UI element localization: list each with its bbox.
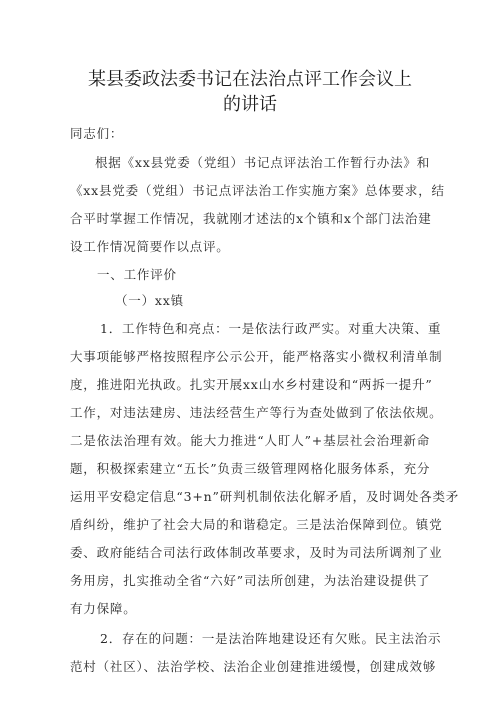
document-title-line-2: 的讲话 — [223, 94, 277, 115]
paragraph-line: 委、政府能结合司法行政体制改革要求，及时为司法所调剂了业 — [70, 545, 443, 560]
paragraph-line: 范村（社区）、法治学校、法治企业创建推进缓慢，创建成效够 — [70, 659, 437, 674]
salutation: 同志们： — [70, 126, 124, 141]
paragraph-line: 题，积极探索建立“五长”负责三级管理网格化服务体系，充分 — [70, 461, 431, 476]
paragraph-line: 1．工作特色和亮点：一是依法行政严实。对重大决策、重 — [100, 321, 442, 336]
intro-line: 合平时掌握工作情况，我就刚才述法的x个镇和x个部门法治建 — [70, 211, 432, 226]
paragraph-line: 2．存在的问题：一是法治阵地建设还有欠账。民主法治示 — [100, 631, 442, 646]
paragraph-line: 务用房，扎实推动全省“六好”司法所创建，为法治建设提供了 — [70, 573, 431, 588]
intro-line: 设工作情况简要作以点评。 — [70, 239, 230, 254]
paragraph-line: 运用平安稳定信息“3+n”研判机制依法化解矛盾，及时调处各类矛 — [70, 489, 460, 504]
paragraph-line: 工作，对违法建房、违法经营生产等行为查处做到了依法依规。 — [70, 405, 443, 420]
paragraph-line: 有力保障。 — [70, 601, 137, 616]
section-heading: 一、工作评价 — [97, 267, 177, 282]
paragraph-line: 二是依法治理有效。能大力推进“人盯人”+基层社会治理新命 — [70, 433, 430, 448]
paragraph-line: 度，推进阳光执政。扎实开展xx山水乡村建设和“两拆一提升” — [70, 377, 433, 392]
paragraph-line: 大事项能够严格按照程序公示公开，能严格落实小微权利清单制 — [70, 349, 443, 364]
intro-line: 根据《xx县党委（党组）书记点评法治工作暂行办法》和 — [95, 155, 430, 170]
document-title-line-1: 某县委政法委书记在法治点评工作会议上 — [88, 69, 412, 90]
intro-line: 《xx县党委（党组）书记点评法治工作实施方案》总体要求，结 — [70, 183, 445, 198]
subsection-heading: （一）xx镇 — [115, 293, 184, 308]
paragraph-line: 盾纠纷，维护了社会大局的和谐稳定。三是法治保障到位。镇党 — [70, 517, 443, 532]
